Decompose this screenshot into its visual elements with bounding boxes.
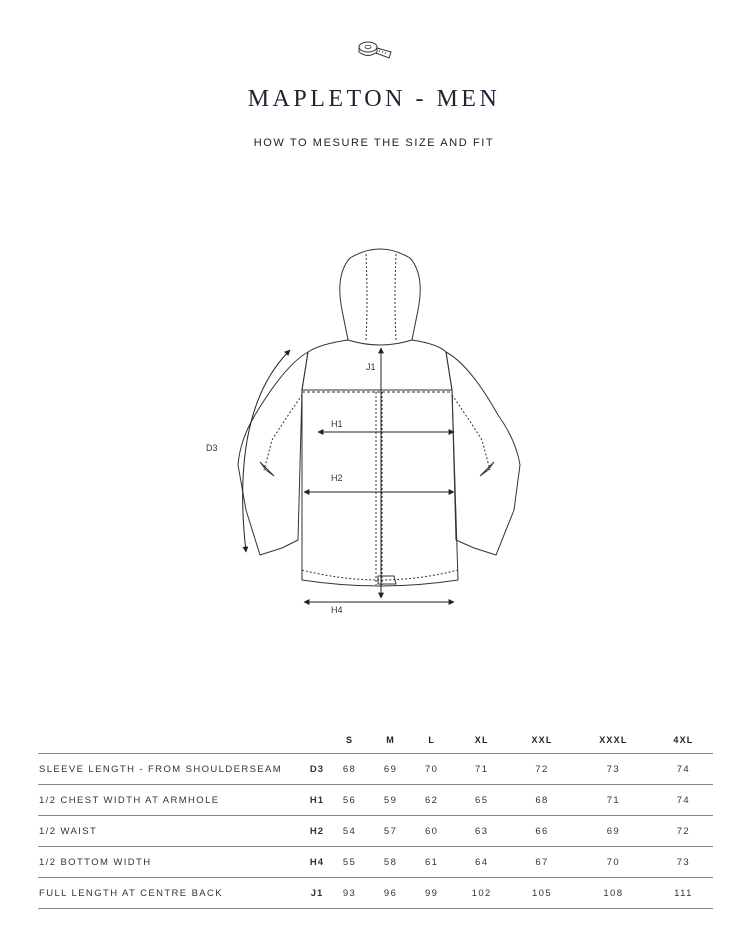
cell-value: 71 bbox=[452, 754, 511, 785]
row-label: SLEEVE LENGTH - FROM SHOULDERSEAM bbox=[38, 754, 305, 785]
label-h1: H1 bbox=[331, 419, 343, 429]
row-code: H2 bbox=[305, 816, 329, 847]
cell-value: 73 bbox=[573, 754, 654, 785]
cell-value: 74 bbox=[654, 785, 713, 816]
cell-value: 61 bbox=[411, 847, 452, 878]
cell-value: 72 bbox=[511, 754, 573, 785]
header-empty-label bbox=[38, 727, 305, 754]
cell-value: 62 bbox=[411, 785, 452, 816]
cell-value: 111 bbox=[654, 878, 713, 909]
size-header-s: S bbox=[345, 735, 354, 745]
row-label: 1/2 WAIST bbox=[38, 816, 305, 847]
cell-value: 64 bbox=[452, 847, 511, 878]
cell-value: 73 bbox=[654, 847, 713, 878]
table-row bbox=[38, 785, 713, 816]
cell-value: 54 bbox=[329, 816, 370, 847]
cell-value: 68 bbox=[511, 785, 573, 816]
size-chart-table bbox=[38, 727, 713, 909]
row-label: 1/2 BOTTOM WIDTH bbox=[38, 847, 305, 878]
table-row bbox=[38, 847, 713, 878]
cell-value: 108 bbox=[573, 878, 654, 909]
cell-value: 93 bbox=[329, 878, 370, 909]
label-h4: H4 bbox=[331, 605, 343, 615]
table-row bbox=[38, 754, 713, 785]
cell-value: 72 bbox=[654, 816, 713, 847]
cell-value: 96 bbox=[370, 878, 411, 909]
cell-value: 55 bbox=[329, 847, 370, 878]
cell-value: 56 bbox=[329, 785, 370, 816]
table-row bbox=[38, 816, 713, 847]
cell-value: 65 bbox=[452, 785, 511, 816]
jacket-measurement-diagram bbox=[190, 240, 550, 630]
cell-value: 69 bbox=[573, 816, 654, 847]
measuring-tape-icon bbox=[355, 38, 395, 60]
size-header-row bbox=[38, 727, 713, 754]
cell-value: 59 bbox=[370, 785, 411, 816]
row-code: D3 bbox=[305, 754, 329, 785]
cell-value: 99 bbox=[411, 878, 452, 909]
cell-value: 57 bbox=[370, 816, 411, 847]
row-label: 1/2 CHEST WIDTH AT ARMHOLE bbox=[38, 785, 305, 816]
cell-value: 63 bbox=[452, 816, 511, 847]
row-label: FULL LENGTH AT CENTRE BACK bbox=[38, 878, 305, 909]
table-row bbox=[38, 878, 713, 909]
header-empty-code bbox=[305, 727, 329, 754]
size-header-xl: XL bbox=[474, 735, 489, 745]
cell-value: 67 bbox=[511, 847, 573, 878]
cell-value: 74 bbox=[654, 754, 713, 785]
page-title: MAPLETON - MEN bbox=[247, 86, 501, 112]
cell-value: 70 bbox=[573, 847, 654, 878]
label-d3: D3 bbox=[206, 443, 218, 453]
row-code: H4 bbox=[305, 847, 329, 878]
cell-value: 68 bbox=[329, 754, 370, 785]
label-h2: H2 bbox=[331, 473, 343, 483]
row-code: H1 bbox=[305, 785, 329, 816]
page-subtitle: HOW TO MESURE THE SIZE AND FIT bbox=[253, 137, 495, 149]
cell-value: 105 bbox=[511, 878, 573, 909]
cell-value: 71 bbox=[573, 785, 654, 816]
size-header-xxxl: XXXL bbox=[599, 735, 628, 745]
size-header-m: M bbox=[386, 735, 395, 745]
cell-value: 60 bbox=[411, 816, 452, 847]
label-j1: J1 bbox=[366, 362, 376, 372]
cell-value: 66 bbox=[511, 816, 573, 847]
row-code: J1 bbox=[305, 878, 329, 909]
size-header-l: L bbox=[428, 735, 436, 745]
cell-value: 69 bbox=[370, 754, 411, 785]
size-header-4xl: 4XL bbox=[673, 735, 694, 745]
size-header-xxl: XXL bbox=[531, 735, 553, 745]
cell-value: 102 bbox=[452, 878, 511, 909]
cell-value: 70 bbox=[411, 754, 452, 785]
cell-value: 58 bbox=[370, 847, 411, 878]
